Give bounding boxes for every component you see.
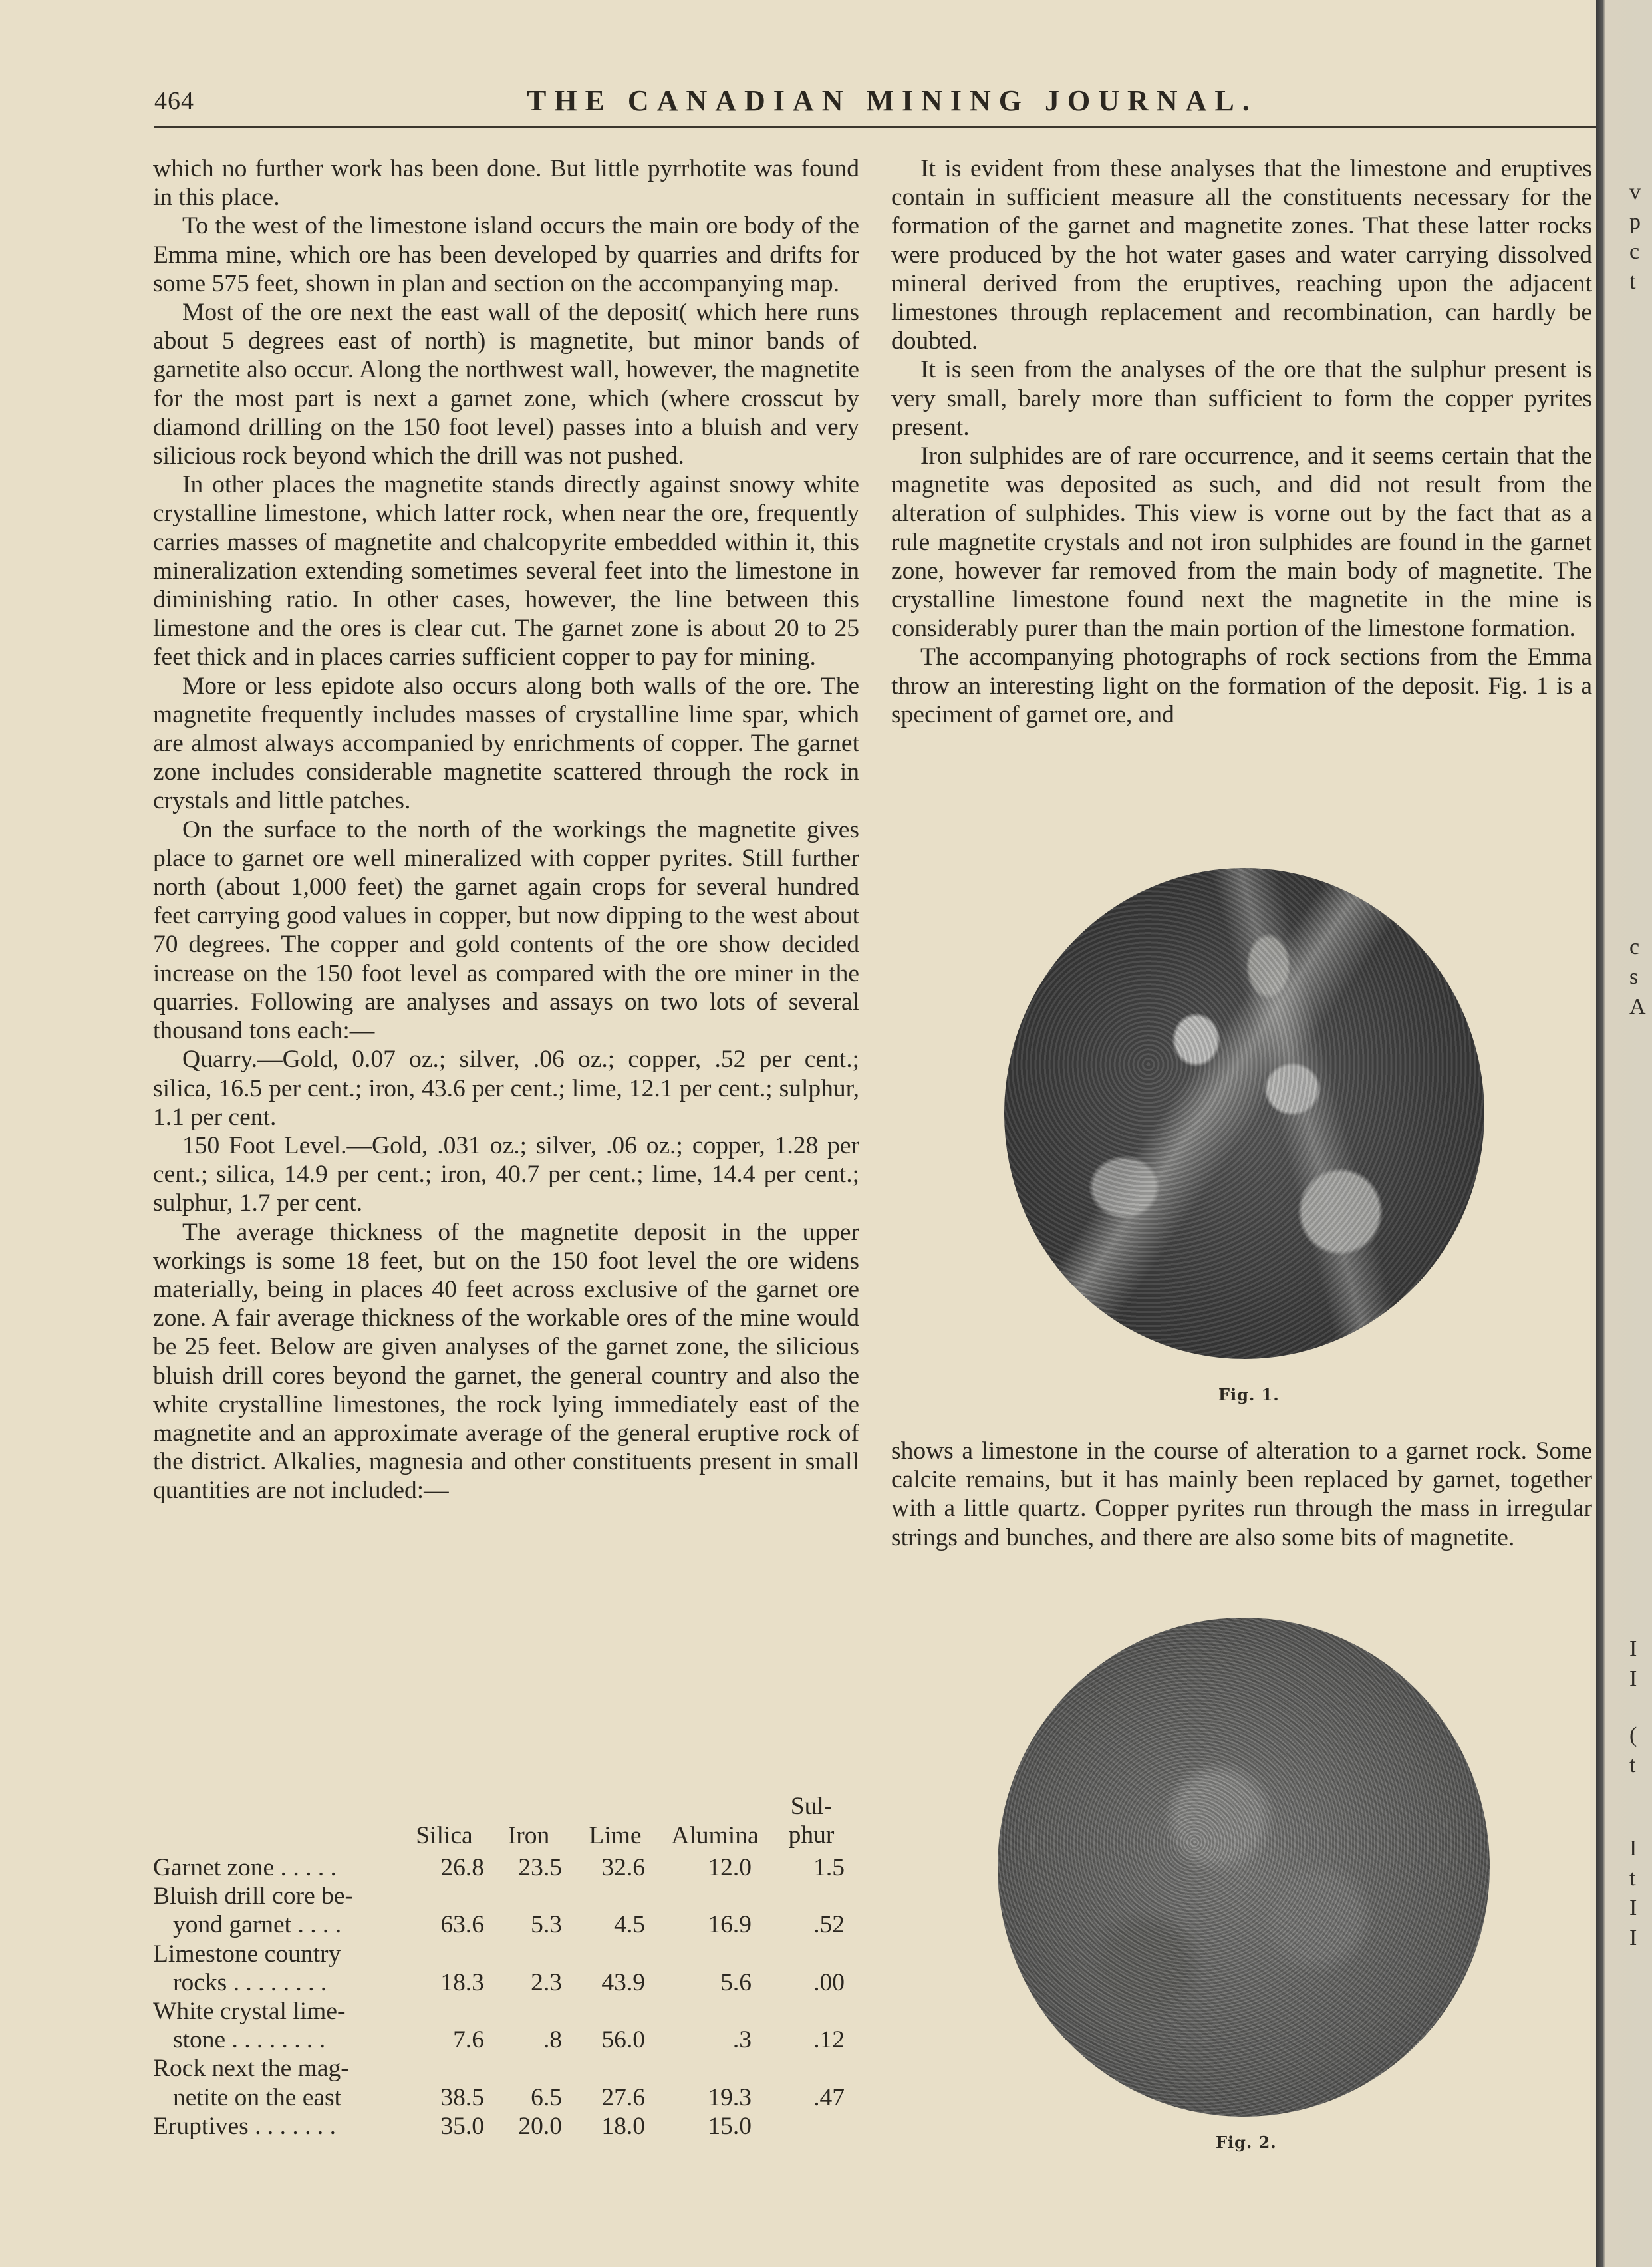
table-cell: 2.3 xyxy=(531,1968,562,1996)
table-cell: 18.3 xyxy=(440,1968,484,1996)
header-alumina: Alumina xyxy=(671,1822,759,1849)
table-cell: .52 xyxy=(813,1911,845,1939)
paragraph: Iron sulphides are of rare occurrence, and it seems certain that the magnetite was deposited as such, and did not result from the alteration of sulphides. This view is vorne out by the fact that as a rule magnetite crystals and not iron sulphides are found in the garnet zone, however far removed from the main body of magnetite. The crystalline limestone found next the magnetite in the mine is considerably purer than the main portion of the limestone formation. xyxy=(891,442,1592,643)
table-header xyxy=(153,1789,865,1853)
edge-fragment: c xyxy=(1629,935,1640,959)
row-label: Rock next the mag- xyxy=(153,2055,349,2083)
table-cell: 43.9 xyxy=(601,1968,645,1996)
table-cell: 20.0 xyxy=(518,2112,562,2140)
paragraph: which no further work has been done. But little pyrrhotite was found in this place. xyxy=(153,155,859,212)
table-cell: 27.6 xyxy=(601,2083,645,2111)
page-header xyxy=(154,84,1591,124)
row-label: rocks . . . . . . . . xyxy=(173,1968,327,1996)
edge-fragment: s xyxy=(1629,965,1639,989)
edge-fragment: t xyxy=(1629,1866,1636,1890)
paragraph: On the surface to the north of the workings the magnetite gives place to garnet ore well mineralized with copper pyrites. Still further north (about 1,000 feet) the garnet again crops for several hundred feet carrying good values in copper, but now dipping to the west about 70 degrees. The copper and gold contents of the ore show decided increase on the 150 foot level as compared with the ore miner in the quarries. Following are analyses and assays on two lots of several thousand tons each:— xyxy=(153,816,859,1045)
edge-fragment: I xyxy=(1629,1666,1637,1691)
table-cell: 23.5 xyxy=(518,1854,562,1881)
table-cell: 63.6 xyxy=(440,1911,484,1939)
paragraph: Most of the ore next the east wall of the deposit( which here runs about 5 degrees east of north) is magnetite, but minor bands of garnetite also occur. Along the northwest wall, however, the magnetite for the most part is next a garnet zone, which (where crosscut by diamond drilling on the 150 foot level) passes into a bluish and very silicious rock beyond which the drill was not pushed. xyxy=(153,299,859,470)
analysis-table xyxy=(153,1789,865,2141)
header-sulphur-line2: phur xyxy=(788,1821,835,1849)
adjacent-page-edge xyxy=(1596,0,1652,2267)
table-row xyxy=(153,1940,865,1997)
table-row xyxy=(153,1882,865,1939)
edge-fragment: I xyxy=(1629,1836,1637,1861)
paragraph: To the west of the limestone island occurs the main ore body of the Emma mine, which ore has been developed by quarries and drifts for some 575 feet, shown in plan and section on the accompanying map. xyxy=(153,212,859,297)
table-cell: 26.8 xyxy=(440,1854,484,1881)
table-cell: 1.5 xyxy=(813,1854,845,1881)
table-row xyxy=(153,2112,865,2141)
paragraph: The average thickness of the magnetite deposit in the upper workings is some 18 feet, but on the 150 foot level the ore widens materially, being in places 40 feet across exclusive of the garnet ore zone. A fair average thickness of the workable ores of the mine would be 25 feet. Below are given analyses of the garnet zone, the silicious bluish drill cores beyond the garnet, the general country and also the white crystalline limestones, the rock lying immediately east of the magnetite and an approximate average of the general eruptive rock of the district. Alkalies, magnesia and other constituents present in small quantities are not included:— xyxy=(153,1218,859,1505)
row-label: stone . . . . . . . . xyxy=(173,2026,326,2054)
figure-2-rock-section-photo xyxy=(998,1618,1490,2117)
header-iron: Iron xyxy=(507,1822,550,1849)
header-sulphur-line1: Sul- xyxy=(790,1793,833,1820)
right-column xyxy=(891,154,1592,729)
table-body xyxy=(153,1853,865,2141)
table-cell: 4.5 xyxy=(614,1911,645,1939)
edge-fragment: t xyxy=(1629,1753,1636,1777)
table-cell: 7.6 xyxy=(453,2026,484,2054)
figure-2-caption: Fig. 2. xyxy=(1216,2133,1277,2152)
table-row xyxy=(153,1853,865,1882)
row-label: White crystal lime- xyxy=(153,1997,346,2025)
header-lime: Lime xyxy=(589,1822,642,1849)
table-cell: 6.5 xyxy=(531,2083,562,2111)
paragraph: In other places the magnetite stands directly against snowy white crystalline limestone, which latter rock, when near the ore, frequently carries masses of magnetite and chalcopyrite embedded within it, this mineralization extending sometimes several feet into the limestone in diminishing ratio. In other cases, however, the line between this limestone and the ores is clear cut. The garnet zone is about 20 to 25 feet thick and in places carries sufficient copper to pay for mining. xyxy=(153,471,859,671)
table-row xyxy=(153,1997,865,2054)
table-cell: 15.0 xyxy=(708,2112,752,2140)
table-cell: 18.0 xyxy=(601,2112,645,2140)
edge-fragment: ( xyxy=(1629,1723,1637,1747)
figure-1-caption: Fig. 1. xyxy=(1218,1385,1280,1404)
edge-fragment: I xyxy=(1629,1896,1637,1920)
paragraph: shows a limestone in the course of alteration to a garnet rock. Some calcite remains, but it has mainly been replaced by garnet, together with a little quartz. Copper pyrites run through the mass in irregular strings and bunches, and there are also some bits of magnetite. xyxy=(891,1437,1592,1551)
row-label: Eruptives . . . . . . . xyxy=(153,2112,336,2140)
edge-fragment: I xyxy=(1629,1926,1637,1950)
table-cell: 5.3 xyxy=(531,1911,562,1939)
journal-title: THE CANADIAN MINING JOURNAL. xyxy=(527,84,1258,117)
edge-fragment: p xyxy=(1629,210,1641,234)
table-cell: 56.0 xyxy=(601,2026,645,2054)
edge-fragment: A xyxy=(1629,994,1646,1019)
left-column xyxy=(153,154,859,1505)
table-cell: .00 xyxy=(813,1968,845,1996)
paragraph: The accompanying photographs of rock sections from the Emma throw an interesting light on the formation of the deposit. Fig. 1 is a speciment of garnet ore, and xyxy=(891,643,1592,728)
header-sulphur xyxy=(775,1792,848,1849)
row-label: Bluish drill core be- xyxy=(153,1883,353,1910)
assay-150-foot-level: 150 Foot Level.—Gold, .031 oz.; silver, .06 oz.; copper, 1.28 per cent.; silica, 14.9 per cent.; iron, 40.7 per cent.; lime, 14.4 per cent.; sulphur, 1.7 per cent. xyxy=(153,1132,859,1217)
figure-1-rock-section-photo xyxy=(1004,868,1484,1359)
page-number: 464 xyxy=(154,87,194,115)
row-label: yond garnet . . . . xyxy=(173,1911,342,1939)
paragraph: It is seen from the analyses of the ore that the sulphur present is very small, barely more than sufficient to form the copper pyrites present. xyxy=(891,356,1592,441)
table-row xyxy=(153,2054,865,2111)
edge-fragment: c xyxy=(1629,239,1640,264)
table-cell: 5.6 xyxy=(720,1968,752,1996)
edge-fragment: I xyxy=(1629,1636,1637,1661)
table-cell: .47 xyxy=(813,2083,845,2111)
edge-fragment: t xyxy=(1629,269,1636,294)
row-label: Limestone country xyxy=(153,1940,341,1968)
right-column-continuation xyxy=(891,1437,1592,1552)
table-cell: .8 xyxy=(543,2026,562,2054)
header-silica: Silica xyxy=(416,1822,473,1849)
header-rule xyxy=(154,126,1596,128)
table-cell: 38.5 xyxy=(440,2083,484,2111)
assay-quarry: Quarry.—Gold, 0.07 oz.; silver, .06 oz.; copper, .52 per cent.; silica, 16.5 per cent.; iron, 43.6 per cent.; lime, 12.1 per cent.; sulphur, 1.1 per cent. xyxy=(153,1046,859,1131)
table-cell: 35.0 xyxy=(440,2112,484,2140)
table-cell: 19.3 xyxy=(708,2083,752,2111)
paragraph: It is evident from these analyses that the limestone and eruptives contain in sufficient measure all the constituents necessary for the formation of the garnet and magnetite zones. That these latter rocks were produced by the hot water gases and water carrying dissolved mineral derived from the eruptives, reaching upon the adjacent limestones through replacement and recombination, can hardly be doubted. xyxy=(891,155,1592,355)
table-cell: 16.9 xyxy=(708,1911,752,1939)
row-label: Garnet zone . . . . . xyxy=(153,1854,337,1881)
table-cell: 32.6 xyxy=(601,1854,645,1881)
table-cell: 12.0 xyxy=(708,1854,752,1881)
edge-fragment: v xyxy=(1629,180,1641,204)
row-label: netite on the east xyxy=(173,2083,342,2111)
paragraph: More or less epidote also occurs along both walls of the ore. The magnetite frequently includes masses of crystalline lime spar, which are almost always accompanied by enrichments of copper. The garnet zone includes considerable magnetite scattered through the rock in crystals and little patches. xyxy=(153,672,859,815)
table-cell: .3 xyxy=(732,2026,752,2054)
table-cell: .12 xyxy=(813,2026,845,2054)
